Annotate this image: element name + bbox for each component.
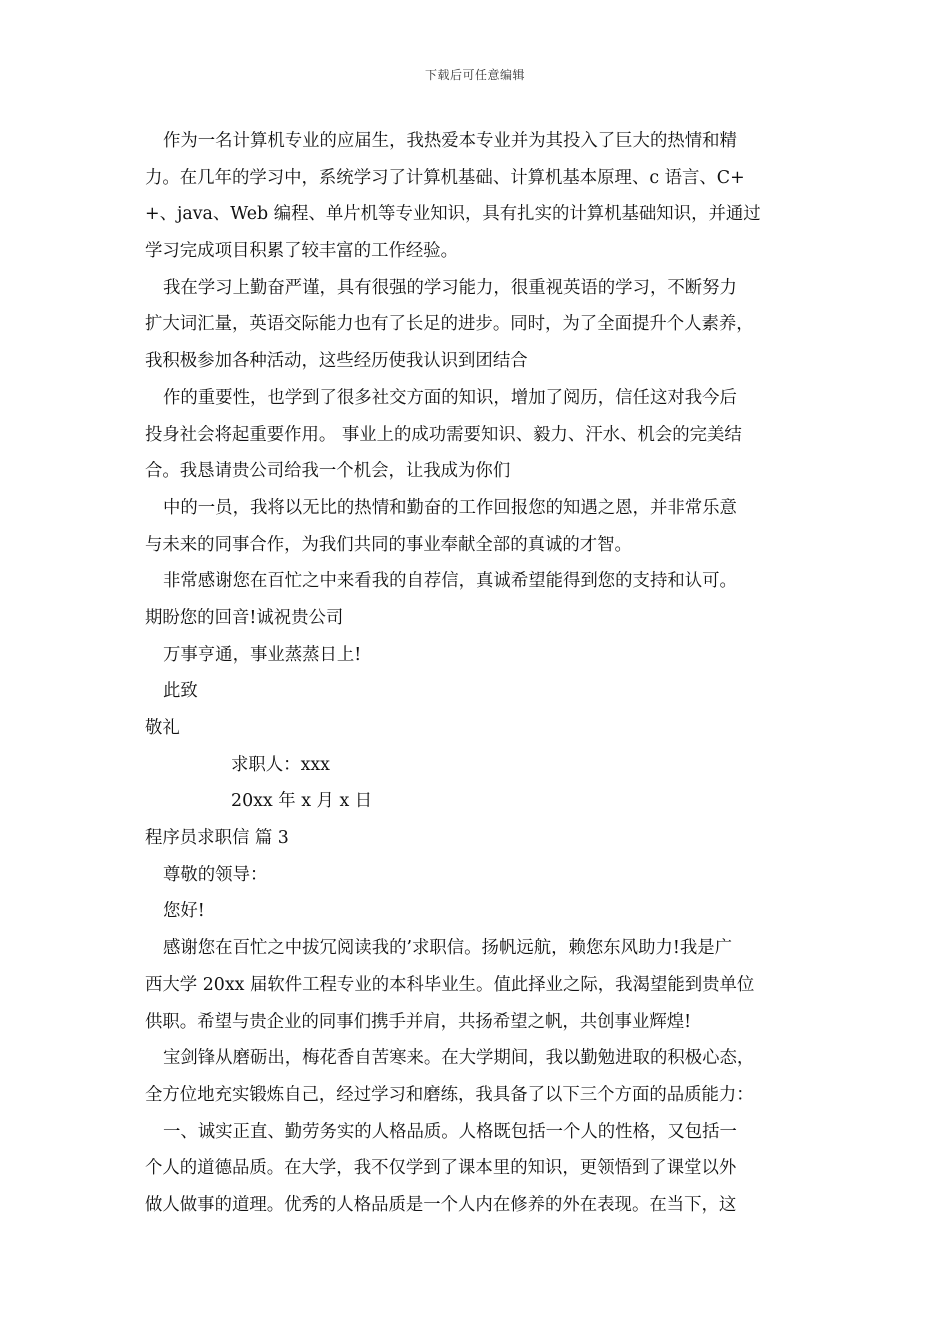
- text-line: 与未来的同事合作，为我们共同的事业奉献全部的真诚的才智。: [145, 534, 632, 555]
- text-line: 个人的道德品质。在大学，我不仅学到了课本里的知识，更领悟到了课堂以外: [145, 1158, 737, 1179]
- text-line: 西大学 20xx 届软件工程专业的本科毕业生。值此择业之际，我渴望能到贵单位: [145, 974, 755, 995]
- text-line: 我积极参加各种活动，这些经历使我认识到团结合: [145, 351, 528, 372]
- text-line: 供职。希望与贵企业的同事们携手并肩，共扬希望之帆，共创事业辉煌!: [145, 1011, 692, 1032]
- text-line: 作为一名计算机专业的应届生，我热爱本专业并为其投入了巨大的热情和精: [163, 131, 737, 151]
- document-body: [145, 123, 810, 1224]
- text-line: 20xx 年 x 月 x 日: [231, 791, 373, 812]
- text-line: 一、诚实正直、勤劳务实的人格品质。人格既包括一个人的性格，又包括一: [163, 1121, 737, 1142]
- text-line: 扩大词汇量，英语交际能力也有了长足的进步。同时，为了全面提升个人素养，: [145, 314, 754, 335]
- text-line: 期盼您的回音!诚祝贵公司: [145, 607, 344, 628]
- text-line: 学习完成项目积累了较丰富的工作经验。: [145, 241, 459, 262]
- text-line: 感谢您在百忙之中拔冗阅读我的’求职信。扬帆远航，赖您东风助力!我是广: [163, 938, 733, 959]
- text-line: 您好!: [163, 901, 205, 922]
- text-line: 做人做事的道理。优秀的人格品质是一个人内在修养的外在表现。在当下，这: [145, 1194, 737, 1215]
- text-line: 合。我恳请贵公司给我一个机会，让我成为你们: [145, 461, 511, 482]
- text-line: 全方位地充实锻炼自己，经过学习和磨练，我具备了以下三个方面的品质能力：: [145, 1084, 754, 1105]
- text-line: 万事亨通，事业蒸蒸日上!: [163, 644, 362, 665]
- page-header: 下载后可任意编辑: [424, 68, 525, 82]
- text-line: 此致: [163, 681, 198, 702]
- text-line: 非常感谢您在百忙之中来看我的自荐信，真诚希望能得到您的支持和认可。: [163, 571, 737, 592]
- text-line: 敬礼: [145, 718, 180, 738]
- text-line: 投身社会将起重要作用。 事业上的成功需要知识、毅力、汗水、机会的完美结: [145, 424, 742, 445]
- text-line: 中的一员，我将以无比的热情和勤奋的工作回报您的知遇之恩，并非常乐意: [163, 497, 737, 518]
- text-line: 求职人：xxx: [231, 754, 330, 775]
- text-line: 作的重要性，也学到了很多社交方面的知识，增加了阅历，信任这对我今后: [163, 387, 737, 408]
- text-line: 力。在几年的学习中，系统学习了计算机基础、计算机基本原理、c 语言、C+: [145, 167, 745, 188]
- text-line: 我在学习上勤奋严谨，具有很强的学习能力，很重视英语的学习，不断努力: [163, 277, 737, 298]
- text-line: 程序员求职信 篇 3: [145, 828, 289, 849]
- text-line: 宝剑锋从磨砺出，梅花香自苦寒来。在大学期间，我以勤勉进取的积极心态，: [163, 1048, 755, 1069]
- text-line: +、java、Web 编程、单片机等专业知识，具有扎实的计算机基础知识，并通过: [145, 204, 761, 225]
- text-line: 尊敬的领导：: [163, 864, 268, 885]
